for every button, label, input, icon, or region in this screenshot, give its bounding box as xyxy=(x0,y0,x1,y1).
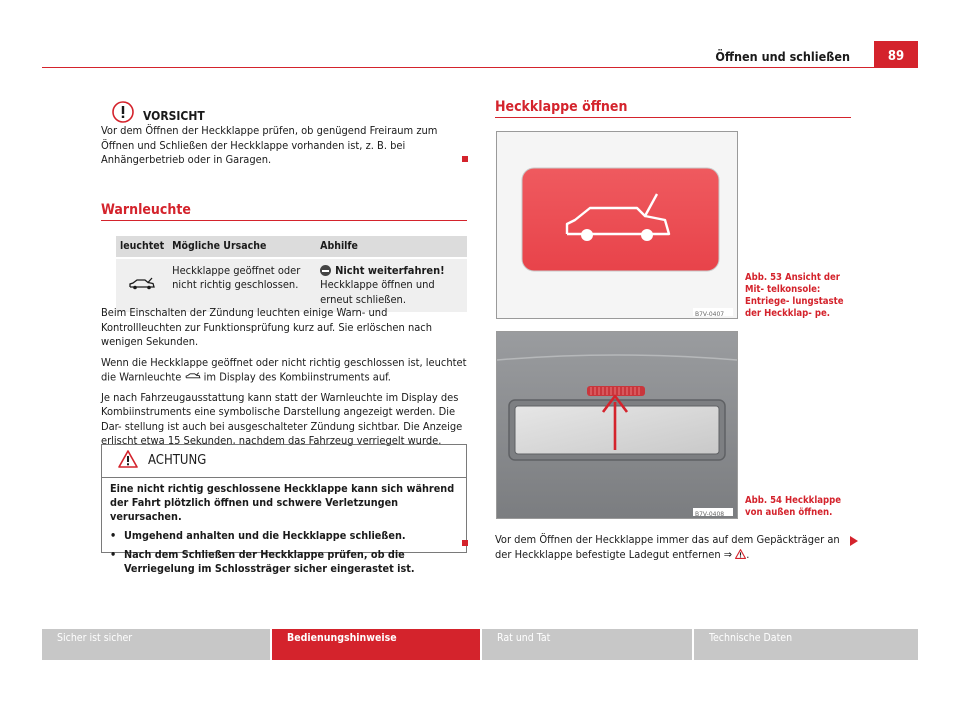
warning-box xyxy=(101,444,467,575)
figure-number: Abb. 54 xyxy=(745,495,782,506)
figure-53 xyxy=(496,131,738,319)
bullet: • xyxy=(110,529,117,542)
list-item: • Nach dem Schließen der Heckklappe prüfen, ob die Verriegelung im Schlossträger sicher eingerastet ist. xyxy=(110,548,415,575)
figure-caption-text: Ansicht der Mit- telkonsole: Entriege- lungstaste der Heckklap- pe. xyxy=(745,272,844,319)
section-title-warnleuchte: Warnleuchte xyxy=(101,202,191,218)
figure-number: Abb. 53 xyxy=(745,272,782,283)
warning-triangle-icon xyxy=(735,549,746,564)
figure-caption-text: Heckklappe von außen öffnen. xyxy=(745,495,842,518)
footer-tab-technische-daten[interactable]: Technische Daten xyxy=(694,629,918,660)
remedy-title: Nicht weiterfahren! xyxy=(335,263,445,277)
header-rule xyxy=(42,67,918,68)
body-text: Vor dem Öffnen der Heckklappe immer das auf dem Gepäckträger an der Heckklappe befestigte Ladegut entfernen ⇒ . xyxy=(495,533,845,563)
page-number: 89 xyxy=(874,41,918,68)
table-header-abhilfe: Abhilfe xyxy=(316,236,467,258)
footer-tab-rat-und-tat[interactable]: Rat und Tat xyxy=(482,629,692,660)
paragraph: Wenn die Heckklappe geöffnet oder nicht richtig geschlossen ist, leuchtet die Warnleuchte im Display des Kombiinstruments auf. xyxy=(101,355,467,384)
remedy-text: Heckklappe öffnen und erneut schließen. xyxy=(320,278,435,306)
tailgate-exterior-illustration xyxy=(497,332,737,518)
figure-id: B7V-0407 xyxy=(695,311,725,318)
warning-light-table xyxy=(116,236,467,312)
car-open-tailgate-icon xyxy=(128,280,156,293)
continue-arrow-icon xyxy=(850,536,858,551)
footer-tab-bedienungshinweise[interactable]: Bedienungshinweise xyxy=(272,629,480,660)
figure-caption xyxy=(745,495,857,519)
warning-intro: Eine nicht richtig geschlossene Heckklappe kann sich während der Fahrt plötzlich öffnen und schwere Verletzungen verursachen. xyxy=(110,482,455,523)
section-title-heckklappe: Heckklappe öffnen xyxy=(495,99,628,115)
table-header-leuchtet: leuchtet xyxy=(116,236,168,258)
list-item: • Umgehend anhalten und die Heckklappe schließen. xyxy=(110,529,406,542)
warning-label: ACHTUNG xyxy=(148,452,207,468)
table-header-ursache: Mögliche Ursache xyxy=(168,236,316,258)
body-text xyxy=(101,306,467,455)
tailgate-release-button-illustration xyxy=(497,132,737,318)
section-rule xyxy=(495,117,851,118)
running-header-title: Öffnen und schließen xyxy=(715,49,850,64)
figure-caption xyxy=(745,272,853,320)
footer-tab-sicher[interactable]: Sicher ist sicher xyxy=(42,629,270,660)
tailgate-warning-icon xyxy=(185,370,201,385)
table-cell-cause: Heckklappe geöffnet oder nicht richtig geschlossen. xyxy=(168,258,316,313)
figure-54 xyxy=(496,331,738,519)
warning-box-header xyxy=(102,445,466,478)
warning-box-body xyxy=(102,478,466,580)
bullet: • xyxy=(110,548,117,561)
end-mark xyxy=(462,540,468,546)
figure-id: B7V-0408 xyxy=(695,511,725,518)
table-row xyxy=(116,258,467,313)
section-rule xyxy=(101,220,467,221)
end-mark xyxy=(462,156,468,162)
stop-icon xyxy=(320,265,331,276)
paragraph: Je nach Fahrzeugausstattung kann statt der Warnleuchte im Display des Kombiinstruments eine symbolische Darstellung angezeigt werden. Die Dar- stellung ist auch bei ausgeschalteter Zündung sichtbar. Die Anzeige erlischt etwa 15 Sekunden, nachdem das Fahrzeug verriegelt wurde. xyxy=(101,390,463,448)
warning-triangle-icon xyxy=(118,450,138,473)
caution-label: VORSICHT xyxy=(143,109,205,123)
caution-text: Vor dem Öffnen der Heckklappe prüfen, ob genügend Freiraum zum Öffnen und Schließen der Heckklappe vorhanden ist, z. B. bei Anhängerbetrieb oder in Garagen. xyxy=(101,124,438,166)
table-cell-remedy xyxy=(316,258,467,313)
paragraph: Beim Einschalten der Zündung leuchten einige Warn- und Kontrollleuchten zur Funktionsprüfung kurz auf. Sie erlöschen nach wenigen Sekunden. xyxy=(101,306,432,348)
